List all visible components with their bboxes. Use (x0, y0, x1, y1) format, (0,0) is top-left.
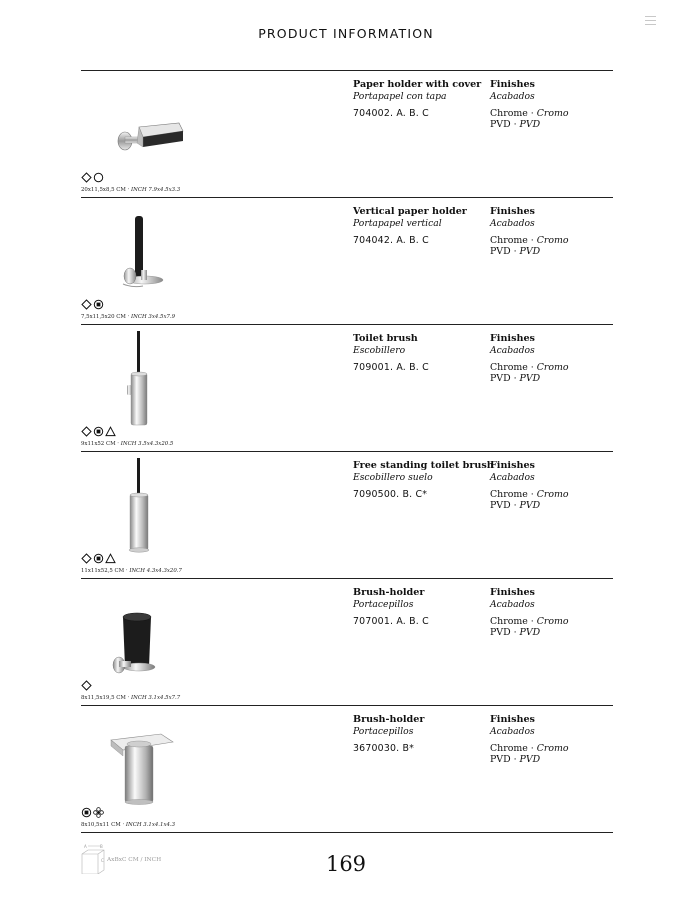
dotted-circle-icon (93, 299, 104, 310)
product-row (81, 579, 613, 706)
product-row (81, 706, 613, 833)
paper-holder-with-cover-image (101, 75, 193, 175)
dimensions: 8x10,5x11 CM · INCH 3.1x4.1x4.3 (81, 822, 176, 828)
product-name-es: Escobillero suelo (353, 472, 433, 483)
product-name-es: Portacepillos (353, 599, 414, 610)
diamond-icon (81, 172, 92, 183)
page-number: 169 (325, 852, 367, 876)
product-name: Toilet brush (353, 333, 418, 344)
dimensions: 9x11x52 CM · INCH 3.5x4.3x20.5 (81, 441, 174, 447)
free-standing-toilet-brush-image (101, 456, 193, 556)
finish-pvd: PVD · PVD (490, 500, 541, 511)
brush-holder-image (101, 583, 193, 683)
finishes-title: Finishes (490, 333, 535, 344)
diagram-label-b: B (100, 844, 103, 849)
vertical-paper-holder-image (101, 202, 193, 302)
product-code: 7090500. B. C* (353, 489, 428, 500)
finish-chrome: Chrome · Cromo (490, 489, 569, 500)
product-row (81, 198, 613, 325)
toilet-brush-image (101, 329, 193, 429)
finishes-title-es: Acabados (490, 218, 535, 229)
product-code: 707001. A. B. C (353, 616, 429, 627)
dimensions: 20x11,5x8,5 CM · INCH 7.9x4.5x3.3 (81, 187, 181, 193)
diagram-label-a: A (84, 844, 87, 849)
diamond-icon (81, 299, 92, 310)
finish-symbols (81, 171, 105, 183)
product-row (81, 71, 613, 198)
finishes-title-es: Acabados (490, 91, 535, 102)
diagram-label-c: C (101, 858, 104, 863)
triangle-icon (105, 426, 116, 437)
dotted-circle-icon (93, 426, 104, 437)
circle-icon (93, 172, 104, 183)
product-name: Free standing toilet brush (353, 460, 494, 471)
finish-symbols (81, 425, 117, 437)
dotted-circle-icon (93, 553, 104, 564)
product-name-es: Portapapel vertical (353, 218, 442, 229)
dimensions: 8x11,5x19,5 CM · INCH 3.1x4.5x7.7 (81, 695, 181, 701)
product-code: 709001. A. B. C (353, 362, 429, 373)
product-name-es: Portacepillos (353, 726, 414, 737)
page-title: PRODUCT INFORMATION (258, 26, 434, 41)
dimension-legend: AxBxC CM / INCH (107, 857, 162, 863)
finish-pvd: PVD · PVD (490, 754, 541, 765)
finish-symbols (81, 552, 117, 564)
product-name-es: Escobillero (353, 345, 406, 356)
finish-symbols (81, 806, 105, 818)
finishes-title: Finishes (490, 206, 535, 217)
hamburger-menu-icon[interactable] (645, 16, 656, 26)
finish-chrome: Chrome · Cromo (490, 743, 569, 754)
flower-icon (93, 807, 104, 818)
product-name-es: Portapapel con tapa (353, 91, 447, 102)
dotted-circle-icon (81, 807, 92, 818)
product-row (81, 325, 613, 452)
finishes-title-es: Acabados (490, 726, 535, 737)
diamond-icon (81, 426, 92, 437)
finishes-title-es: Acabados (490, 345, 535, 356)
brush-holder-image (101, 710, 193, 810)
finishes-title: Finishes (490, 79, 535, 90)
product-name: Vertical paper holder (353, 206, 467, 217)
finishes-title-es: Acabados (490, 599, 535, 610)
finish-pvd: PVD · PVD (490, 119, 541, 130)
finish-chrome: Chrome · Cromo (490, 362, 569, 373)
finish-pvd: PVD · PVD (490, 246, 541, 257)
finishes-title-es: Acabados (490, 472, 535, 483)
product-code: 704002. A. B. C (353, 108, 429, 119)
triangle-icon (105, 553, 116, 564)
finishes-title: Finishes (490, 714, 535, 725)
dimensions: 11x11x52,5 CM · INCH 4.3x4.3x20.7 (81, 568, 182, 574)
finishes-title: Finishes (490, 460, 535, 471)
diamond-icon (81, 680, 92, 691)
product-code: 3670030. B* (353, 743, 415, 754)
finish-symbols (81, 679, 93, 691)
finish-chrome: Chrome · Cromo (490, 108, 569, 119)
finish-symbols (81, 298, 105, 310)
product-name: Brush-holder (353, 587, 425, 598)
product-row (81, 452, 613, 579)
dimensions: 7,5x11,5x20 CM · INCH 3x4.5x7.9 (81, 314, 176, 320)
finish-pvd: PVD · PVD (490, 627, 541, 638)
product-name: Paper holder with cover (353, 79, 482, 90)
product-list (81, 71, 613, 833)
finish-chrome: Chrome · Cromo (490, 235, 569, 246)
finishes-title: Finishes (490, 587, 535, 598)
diamond-icon (81, 553, 92, 564)
product-code: 704042. A. B. C (353, 235, 429, 246)
finish-pvd: PVD · PVD (490, 373, 541, 384)
product-name: Brush-holder (353, 714, 425, 725)
finish-chrome: Chrome · Cromo (490, 616, 569, 627)
